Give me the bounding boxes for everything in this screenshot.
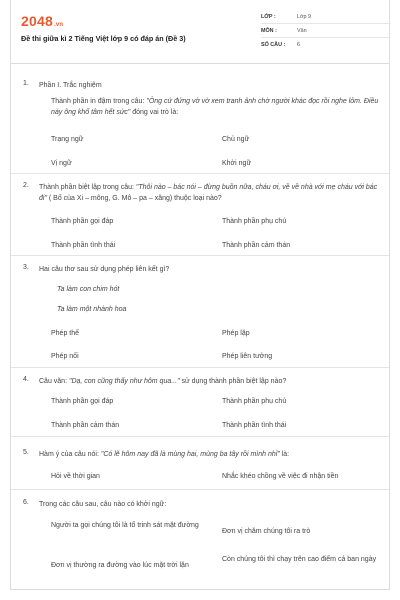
meta-label: LỚP : <box>261 13 276 20</box>
stem-quote: "Ông cứ đứng vờ vờ xem tranh ảnh chờ người khác đọc rồi nghe lỏm. Điều này ông khổ tâm hết sức" <box>51 98 379 116</box>
question-number: 1. <box>23 80 29 87</box>
questions-area <box>10 64 390 590</box>
question-stem <box>51 96 381 118</box>
stem-text: Hàm ý của câu nói: <box>39 451 101 458</box>
option[interactable]: Khởi ngữ <box>222 160 252 167</box>
option[interactable]: Đơn vị chăm chúng tôi ra trò <box>222 528 311 535</box>
option[interactable]: Trạng ngữ <box>51 136 84 143</box>
option[interactable]: Thành phần tình thái <box>51 242 116 249</box>
option[interactable]: Thành phần cảm thán <box>222 242 291 249</box>
logo-text: 2048 <box>21 13 53 29</box>
stem-text: Thành phần biệt lập trong câu: <box>39 184 136 191</box>
question-stem: Hai câu thơ sau sử dụng phép liên kết gì? <box>39 266 170 273</box>
divider <box>11 489 389 490</box>
stem-text: Câu văn: <box>39 378 69 385</box>
stem-quote: "Dạ, con cũng thấy như hôm qua..." <box>68 378 180 385</box>
option[interactable]: Thành phần phụ chú <box>222 218 287 225</box>
question-number: 5. <box>23 449 29 456</box>
question-number: 3. <box>23 264 29 271</box>
option[interactable]: Nhắc khéo chồng về việc đi nhận tiền <box>222 473 339 480</box>
question-stem <box>39 182 379 204</box>
meta-label: SỐ CÂU : <box>261 42 286 48</box>
option[interactable]: Thành phần gọi đáp <box>51 398 114 405</box>
stem-quote: "Có lẽ hôm nay đã là mùng hai, mùng ba tây rồi mình nhỉ" <box>100 451 280 458</box>
option[interactable]: Phép thế <box>51 330 80 337</box>
stem-text: ( Bố của Xi – mông, G. Mô – pa – xăng) thuộc loại nào? <box>46 195 222 202</box>
option[interactable]: Phép lặp <box>222 330 250 337</box>
option[interactable]: Thành phần gọi đáp <box>51 218 114 225</box>
option[interactable]: Phép liên tưởng <box>222 353 273 360</box>
meta-value: Lớp 9 <box>297 13 312 20</box>
divider <box>11 255 389 256</box>
question-stem <box>39 376 379 387</box>
meta-value: Văn <box>297 27 307 34</box>
option[interactable]: Chủ ngữ <box>222 136 250 143</box>
divider <box>11 367 389 368</box>
question-number: 6. <box>23 499 29 506</box>
option[interactable]: Vị ngữ <box>51 160 72 167</box>
question-stem: Trong các câu sau, câu nào có khởi ngữ: <box>39 501 167 508</box>
stem-text: là: <box>279 451 290 458</box>
meta-row-subject <box>261 24 391 38</box>
question-number: 2. <box>23 182 29 189</box>
stem-text: đóng vai trò là: <box>130 109 179 116</box>
option[interactable]: Thành phần cảm thán <box>51 422 120 429</box>
option[interactable]: Còn chúng tôi thì chạy trên cao điểm cả ban ngày <box>222 556 377 563</box>
option[interactable]: Thành phần tình thái <box>222 422 287 429</box>
site-logo[interactable] <box>21 13 63 29</box>
meta-row-class <box>261 10 391 24</box>
exam-title: Đề thi giữa kì 2 Tiếng Việt lớp 9 có đáp án (Đề 3) <box>21 34 186 43</box>
question-number: 4. <box>23 376 29 383</box>
stem-text: Thành phần in đậm trong câu: <box>51 98 147 105</box>
divider <box>11 436 389 437</box>
meta-value: 6 <box>297 42 300 48</box>
verse-line: Ta làm một nhành hoa <box>57 306 127 313</box>
question-section-title: Phần I. Trắc nghiệm <box>39 82 102 89</box>
option[interactable]: Phép nối <box>51 353 79 360</box>
exam-header <box>10 0 390 64</box>
option[interactable]: Người ta gọi chúng tôi là tổ trinh sát mặt đường <box>51 522 199 529</box>
stem-text: sử dụng thành phần biệt lập nào? <box>179 378 287 385</box>
logo-suffix: .vn <box>53 22 64 28</box>
stem-quote: "Thôi nào – bác nói – đừng buồn nữa, cháu ơi, về về nhà với mẹ cháu với bác đi" <box>39 184 378 202</box>
option[interactable]: Đơn vị thường ra đường vào lúc mặt trời lặn <box>51 562 189 569</box>
option[interactable]: Thành phần phụ chú <box>222 398 287 405</box>
question-stem <box>39 449 379 460</box>
option[interactable]: Hỏi về thời gian <box>51 473 100 480</box>
verse-line: Ta làm con chim hót <box>57 286 120 293</box>
meta-row-count <box>261 38 391 52</box>
meta-label: MÔN : <box>261 27 277 34</box>
exam-meta <box>261 10 391 52</box>
divider <box>11 173 389 174</box>
